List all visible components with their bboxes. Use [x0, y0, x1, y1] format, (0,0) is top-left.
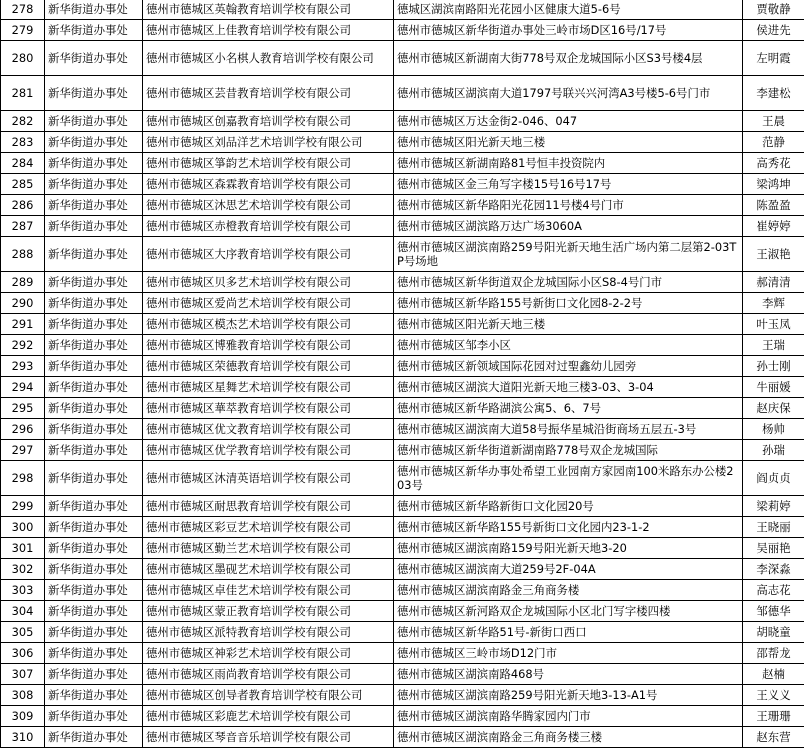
table-row: [1, 132, 804, 153]
office-cell: 新华街道办事处: [45, 41, 143, 76]
school-name-cell: 德州市德城区墨砚艺术培训学校有限公司: [143, 559, 394, 580]
school-name-cell: 德州市德城区优学教育培训学校有限公司: [143, 440, 394, 461]
office-cell: 新华街道办事处: [45, 335, 143, 356]
contact-person-cell: 胡晓童: [743, 622, 804, 643]
school-name-cell: 德州市德城区卓佳艺术培训学校有限公司: [143, 580, 394, 601]
table-body: [1, 0, 804, 748]
contact-person-cell: 孙士刚: [743, 356, 804, 377]
row-number-cell: 280: [1, 41, 45, 76]
row-number-cell: 290: [1, 293, 45, 314]
office-cell: 新华街道办事处: [45, 398, 143, 419]
table-row: [1, 496, 804, 517]
address-cell: 德州市德城区新湖南大街778号双企龙城国际小区S3号楼4层: [394, 41, 743, 76]
table-row: [1, 272, 804, 293]
table-row: [1, 559, 804, 580]
table-row: [1, 461, 804, 496]
contact-person-cell: 高志花: [743, 580, 804, 601]
office-cell: 新华街道办事处: [45, 664, 143, 685]
office-cell: 新华街道办事处: [45, 517, 143, 538]
office-cell: 新华街道办事处: [45, 440, 143, 461]
office-cell: 新华街道办事处: [45, 377, 143, 398]
contact-person-cell: 王淑艳: [743, 237, 804, 272]
address-cell: 德州市德城区新华办事处希望工业园南方家园南100米路东办公楼203号: [394, 461, 743, 496]
row-number-cell: 308: [1, 685, 45, 706]
office-cell: 新华街道办事处: [45, 643, 143, 664]
table-row: [1, 664, 804, 685]
office-cell: 新华街道办事处: [45, 111, 143, 132]
table-row: [1, 440, 804, 461]
address-cell: 德州市德城区新湖南路81号恒丰投资院内: [394, 153, 743, 174]
school-name-cell: 德州市德城区彩鹿艺术培训学校有限公司: [143, 706, 394, 727]
office-cell: 新华街道办事处: [45, 20, 143, 41]
school-name-cell: 德州市德城区英翰教育培训学校有限公司: [143, 0, 394, 20]
row-number-cell: 298: [1, 461, 45, 496]
address-cell: 德州市德城区新河路双企龙城国际小区北门写字楼四楼: [394, 601, 743, 622]
school-name-cell: 德州市德城区彩豆艺术培训学校有限公司: [143, 517, 394, 538]
school-name-cell: 德州市德城区勤兰艺术培训学校有限公司: [143, 538, 394, 559]
office-cell: 新华街道办事处: [45, 496, 143, 517]
row-number-cell: 302: [1, 559, 45, 580]
row-number-cell: 281: [1, 76, 45, 111]
address-cell: 德州市德城区湖滨南路华腾家园内门市: [394, 706, 743, 727]
table-row: [1, 314, 804, 335]
address-cell: 德州市德城区新华路155号新街口文化园8-2-2号: [394, 293, 743, 314]
row-number-cell: 297: [1, 440, 45, 461]
school-name-cell: 德州市德城区荣德教育培训学校有限公司: [143, 356, 394, 377]
school-name-cell: 德州市德城区箏韵艺术培训学校有限公司: [143, 153, 394, 174]
office-cell: 新华街道办事处: [45, 237, 143, 272]
address-cell: 德州市德城区阳光新天地三楼: [394, 314, 743, 335]
address-cell: 德州市德城区湖滨路万达广场3060A: [394, 216, 743, 237]
table-row: [1, 356, 804, 377]
table-row: [1, 685, 804, 706]
contact-person-cell: 王义义: [743, 685, 804, 706]
office-cell: 新华街道办事处: [45, 706, 143, 727]
table-row: [1, 622, 804, 643]
row-number-cell: 279: [1, 20, 45, 41]
school-name-cell: 德州市德城区赤橙教育培训学校有限公司: [143, 216, 394, 237]
row-number-cell: 295: [1, 398, 45, 419]
contact-person-cell: 邵帮龙: [743, 643, 804, 664]
office-cell: 新华街道办事处: [45, 601, 143, 622]
school-name-cell: 德州市德城区上佳教育培训学校有限公司: [143, 20, 394, 41]
school-name-cell: 德州市德城区创导者教育培训学校有限公司: [143, 685, 394, 706]
table-row: [1, 398, 804, 419]
address-cell: 德州市德城区新华街道双企龙城国际小区S8-4号门市: [394, 272, 743, 293]
address-cell: 德州市德城区新华路51号-新街口西口: [394, 622, 743, 643]
office-cell: 新华街道办事处: [45, 559, 143, 580]
table-row: [1, 20, 804, 41]
row-number-cell: 282: [1, 111, 45, 132]
table-row: [1, 580, 804, 601]
address-cell: 德州市德城区邹李小区: [394, 335, 743, 356]
address-cell: 德州市德城区新华街道新湖南路778号双企龙城国际: [394, 440, 743, 461]
table-row: [1, 111, 804, 132]
office-cell: 新华街道办事处: [45, 580, 143, 601]
table-row: [1, 601, 804, 622]
row-number-cell: 306: [1, 643, 45, 664]
contact-person-cell: 李建松: [743, 76, 804, 111]
contact-person-cell: 吴丽艳: [743, 538, 804, 559]
row-number-cell: 300: [1, 517, 45, 538]
school-name-cell: 德州市德城区星舞艺术培训学校有限公司: [143, 377, 394, 398]
row-number-cell: 305: [1, 622, 45, 643]
address-cell: 德州市德城区湖滨南路259号阳光新天地3-13-A1号: [394, 685, 743, 706]
row-number-cell: 278: [1, 0, 45, 20]
contact-person-cell: 侯进先: [743, 20, 804, 41]
school-name-cell: 德州市德城区小名棋人教育培训学校有限公司: [143, 41, 394, 76]
table-row: [1, 76, 804, 111]
office-cell: 新华街道办事处: [45, 314, 143, 335]
office-cell: 新华街道办事处: [45, 622, 143, 643]
contact-person-cell: 王瑞: [743, 335, 804, 356]
table-row: [1, 517, 804, 538]
address-cell: 德州市德城区湖滨南路金三角商务楼: [394, 580, 743, 601]
row-number-cell: 299: [1, 496, 45, 517]
address-cell: 德州市德城区金三角写字楼15号16号17号: [394, 174, 743, 195]
contact-person-cell: 高秀花: [743, 153, 804, 174]
office-cell: 新华街道办事处: [45, 153, 143, 174]
contact-person-cell: 邹德华: [743, 601, 804, 622]
office-cell: 新华街道办事处: [45, 538, 143, 559]
school-name-cell: 德州市德城区蒙正教育培训学校有限公司: [143, 601, 394, 622]
school-name-cell: 德州市德城区爱尚艺术培训学校有限公司: [143, 293, 394, 314]
school-name-cell: 德州市德城区博雅教育培训学校有限公司: [143, 335, 394, 356]
address-cell: 德州市德城区阳光新天地三楼: [394, 132, 743, 153]
office-cell: 新华街道办事处: [45, 419, 143, 440]
row-number-cell: 289: [1, 272, 45, 293]
address-cell: 德州市德城区新华街道办事处三岭市场D区16号/17号: [394, 20, 743, 41]
row-number-cell: 304: [1, 601, 45, 622]
row-number-cell: 292: [1, 335, 45, 356]
contact-person-cell: 叶玉凤: [743, 314, 804, 335]
school-name-cell: 德州市德城区耐思教育培训学校有限公司: [143, 496, 394, 517]
row-number-cell: 283: [1, 132, 45, 153]
table-row: [1, 41, 804, 76]
contact-person-cell: 郝清清: [743, 272, 804, 293]
row-number-cell: 309: [1, 706, 45, 727]
office-cell: 新华街道办事处: [45, 216, 143, 237]
office-cell: 新华街道办事处: [45, 685, 143, 706]
address-cell: 德州市德城区新华路湖滨公寓5、6、7号: [394, 398, 743, 419]
row-number-cell: 296: [1, 419, 45, 440]
contact-person-cell: 王晨: [743, 111, 804, 132]
contact-person-cell: 阎贞贞: [743, 461, 804, 496]
contact-person-cell: 赵庆保: [743, 398, 804, 419]
row-number-cell: 293: [1, 356, 45, 377]
office-cell: 新华街道办事处: [45, 195, 143, 216]
contact-person-cell: 梁鸿坤: [743, 174, 804, 195]
address-cell: 德州市德城区湖滨南大道1797号联兴兴河湾A3号楼5-6号门市: [394, 76, 743, 111]
address-cell: 德州市德城区湖滨大道阳光新天地三楼3-03、3-04: [394, 377, 743, 398]
row-number-cell: 291: [1, 314, 45, 335]
table-row: [1, 153, 804, 174]
address-cell: 德州市德城区湖滨南路159号阳光新天地3-20: [394, 538, 743, 559]
office-cell: 新华街道办事处: [45, 293, 143, 314]
address-cell: 德州市德城区新华路阳光花园11号楼4号门市: [394, 195, 743, 216]
table-row: [1, 706, 804, 727]
address-cell: 德州市德城区新华路新街口文化园20号: [394, 496, 743, 517]
school-name-cell: 德州市德城区雨尚教育培训学校有限公司: [143, 664, 394, 685]
address-cell: 德州市德城区湖滨南路259号阳光新天地生活广场内第二层第2-03TP号场地: [394, 237, 743, 272]
table-row: [1, 237, 804, 272]
contact-person-cell: 赵东营: [743, 727, 804, 748]
school-name-cell: 德州市德城区沐思艺术培训学校有限公司: [143, 195, 394, 216]
table-row: [1, 195, 804, 216]
contact-person-cell: 陈盈盈: [743, 195, 804, 216]
address-cell: 德城区湖滨南路阳光花园小区健康大道5-6号: [394, 0, 743, 20]
contact-person-cell: 牛丽媛: [743, 377, 804, 398]
table-row: [1, 538, 804, 559]
school-name-cell: 德州市德城区创嘉教育培训学校有限公司: [143, 111, 394, 132]
office-cell: 新华街道办事处: [45, 461, 143, 496]
row-number-cell: 288: [1, 237, 45, 272]
contact-person-cell: 李深淼: [743, 559, 804, 580]
address-cell: 德州市德城区新华路155号新街口文化园内23-1-2: [394, 517, 743, 538]
office-cell: 新华街道办事处: [45, 174, 143, 195]
table-row: [1, 174, 804, 195]
contact-person-cell: 范静: [743, 132, 804, 153]
row-number-cell: 294: [1, 377, 45, 398]
row-number-cell: 307: [1, 664, 45, 685]
contact-person-cell: 王晓丽: [743, 517, 804, 538]
school-name-cell: 德州市德城区森霖教育培训学校有限公司: [143, 174, 394, 195]
row-number-cell: 310: [1, 727, 45, 748]
contact-person-cell: 赵楠: [743, 664, 804, 685]
row-number-cell: 284: [1, 153, 45, 174]
row-number-cell: 285: [1, 174, 45, 195]
contact-person-cell: 崔婷婷: [743, 216, 804, 237]
office-cell: 新华街道办事处: [45, 727, 143, 748]
contact-person-cell: 孙瑞: [743, 440, 804, 461]
school-name-cell: 德州市德城区刘品洋艺术培训学校有限公司: [143, 132, 394, 153]
office-cell: 新华街道办事处: [45, 76, 143, 111]
row-number-cell: 301: [1, 538, 45, 559]
contact-person-cell: 王珊珊: [743, 706, 804, 727]
office-cell: 新华街道办事处: [45, 0, 143, 20]
address-cell: 德州市德城区三岭市场D12门市: [394, 643, 743, 664]
school-name-cell: 德州市德城区琴音音乐培训学校有限公司: [143, 727, 394, 748]
address-cell: 德州市德城区新领域国际花园对过聖鑫幼儿园旁: [394, 356, 743, 377]
table-row: [1, 727, 804, 748]
school-name-cell: 德州市德城区芸昔教育培训学校有限公司: [143, 76, 394, 111]
row-number-cell: 287: [1, 216, 45, 237]
row-number-cell: 286: [1, 195, 45, 216]
address-cell: 德州市德城区湖滨南路金三角商务楼三楼: [394, 727, 743, 748]
school-name-cell: 德州市德城区神彩艺术培训学校有限公司: [143, 643, 394, 664]
table-row: [1, 419, 804, 440]
table-row: [1, 0, 804, 20]
office-cell: 新华街道办事处: [45, 132, 143, 153]
school-name-cell: 德州市德城区沐清英语培训学校有限公司: [143, 461, 394, 496]
address-cell: 德州市德城区湖滨南路468号: [394, 664, 743, 685]
contact-person-cell: 贾敬静: [743, 0, 804, 20]
school-name-cell: 德州市德城区优文教育培训学校有限公司: [143, 419, 394, 440]
school-name-cell: 德州市德城区模杰艺术培训学校有限公司: [143, 314, 394, 335]
office-cell: 新华街道办事处: [45, 356, 143, 377]
table-row: [1, 377, 804, 398]
row-number-cell: 303: [1, 580, 45, 601]
contact-person-cell: 杨帅: [743, 419, 804, 440]
table-row: [1, 216, 804, 237]
table-row: [1, 335, 804, 356]
address-cell: 德州市德城区万达金街2-046、047: [394, 111, 743, 132]
school-name-cell: 德州市德城区大序教育培训学校有限公司: [143, 237, 394, 272]
contact-person-cell: 左明霞: [743, 41, 804, 76]
address-cell: 德州市德城区湖滨南大道58号振华星城沿街商场五层五-3号: [394, 419, 743, 440]
office-cell: 新华街道办事处: [45, 272, 143, 293]
contact-person-cell: 梁莉婷: [743, 496, 804, 517]
address-cell: 德州市德城区湖滨南大道259号2F-04A: [394, 559, 743, 580]
school-name-cell: 德州市德城区華萃教育培训学校有限公司: [143, 398, 394, 419]
table-row: [1, 643, 804, 664]
contact-person-cell: 李辉: [743, 293, 804, 314]
table-row: [1, 293, 804, 314]
school-name-cell: 德州市德城区派特教育培训学校有限公司: [143, 622, 394, 643]
school-name-cell: 德州市德城区贝多艺术培训学校有限公司: [143, 272, 394, 293]
